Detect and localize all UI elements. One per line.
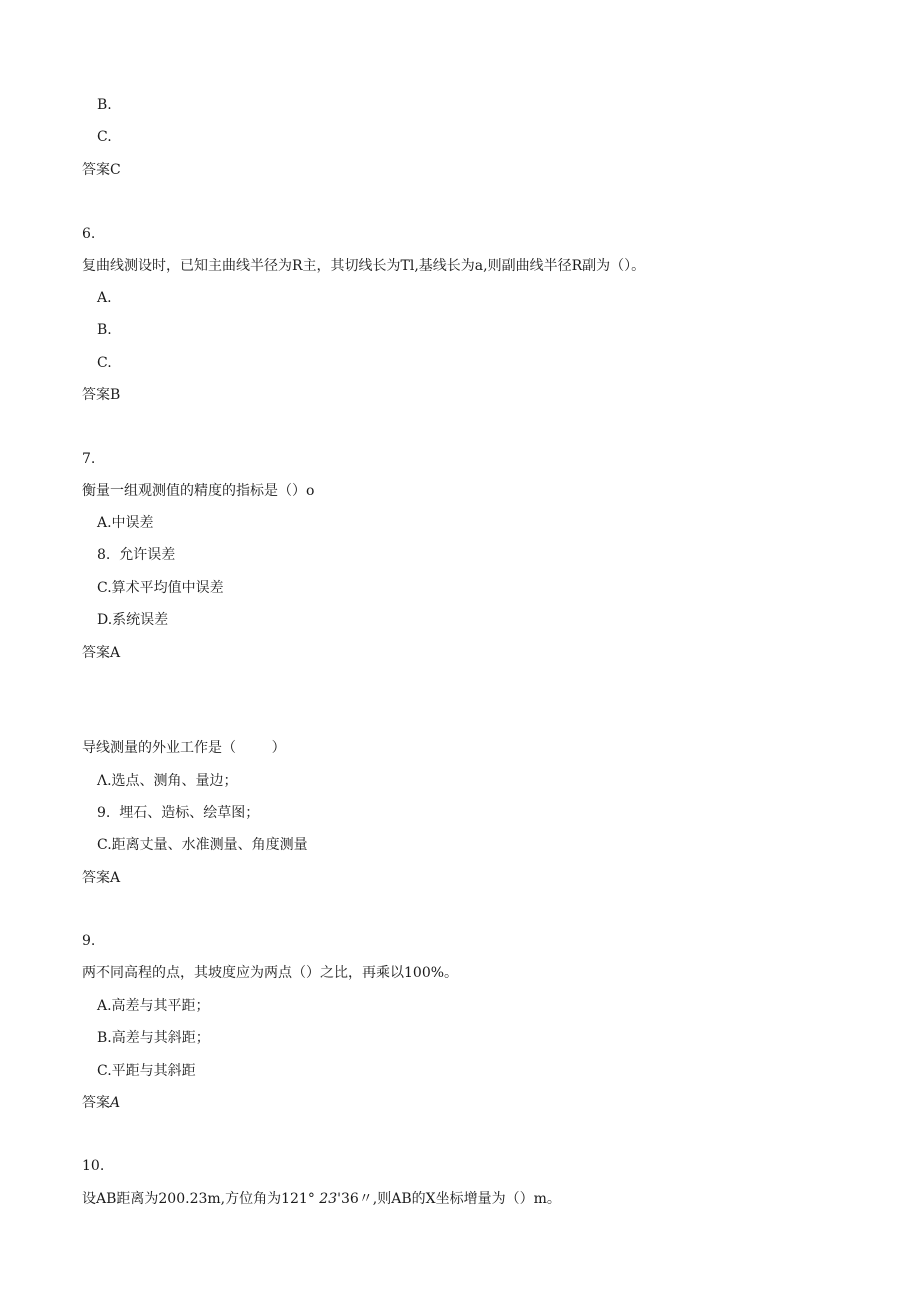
q6-option-b: B.	[97, 322, 112, 338]
q5-option-c: C.	[97, 129, 112, 145]
q9-answer	[82, 1094, 120, 1112]
q9-option-a: A.高差与其平距；	[97, 998, 210, 1014]
q5-option-b: B.	[97, 97, 112, 113]
q6-option-c: C.	[97, 355, 112, 371]
q8-answer: 答案A	[82, 870, 121, 886]
q8-option-c: C.距离丈量、水准测量、角度测量	[97, 837, 308, 853]
q7-number: 7.	[82, 451, 96, 467]
q7-option-b: 8. 允许误差	[97, 547, 176, 563]
q8-option-a: Λ.选点、测角、量边；	[97, 773, 238, 789]
q6-stem: 复曲线测设时，已知主曲线半径为R主，其切线长为Tl,基线长为a,则副曲线半径R副为（）。	[82, 258, 646, 274]
q10-stem-minutes: 23'	[319, 1191, 341, 1207]
q7-stem: 衡量一组观测值的精度的指标是（）o	[82, 483, 315, 499]
q6-option-a: A.	[97, 290, 112, 306]
q7-option-a: A.中误差	[97, 515, 154, 531]
q8-option-b: 9. 埋石、造标、绘草图；	[97, 805, 260, 821]
q6-answer: 答案B	[82, 387, 121, 403]
q10-stem-part1: 设AB距离为200.23m,方位角为121°	[82, 1191, 315, 1207]
q9-option-b: B.高差与其斜距；	[97, 1030, 210, 1046]
q10-number: 10.	[82, 1158, 105, 1174]
q6-number: 6.	[82, 226, 96, 242]
q10-stem-part2: 36〃,则AB的X坐标增量为（）m。	[340, 1191, 561, 1207]
q9-answer-label: 答案	[82, 1095, 110, 1111]
q5-answer: 答案C	[82, 162, 121, 178]
q9-answer-value: A	[110, 1095, 121, 1111]
q7-answer: 答案A	[82, 645, 121, 661]
q7-option-d: D.系统误差	[97, 612, 169, 628]
q10-stem	[82, 1190, 561, 1208]
q9-number: 9.	[82, 933, 96, 949]
q9-option-c: C.平距与其斜距	[97, 1063, 196, 1079]
q8-stem: 导线测量的外业工作是（ ）	[82, 740, 286, 756]
q9-stem: 两不同高程的点，其坡度应为两点（）之比，再乘以100%。	[82, 965, 459, 981]
q7-option-c: C.算术平均值中误差	[97, 580, 224, 596]
